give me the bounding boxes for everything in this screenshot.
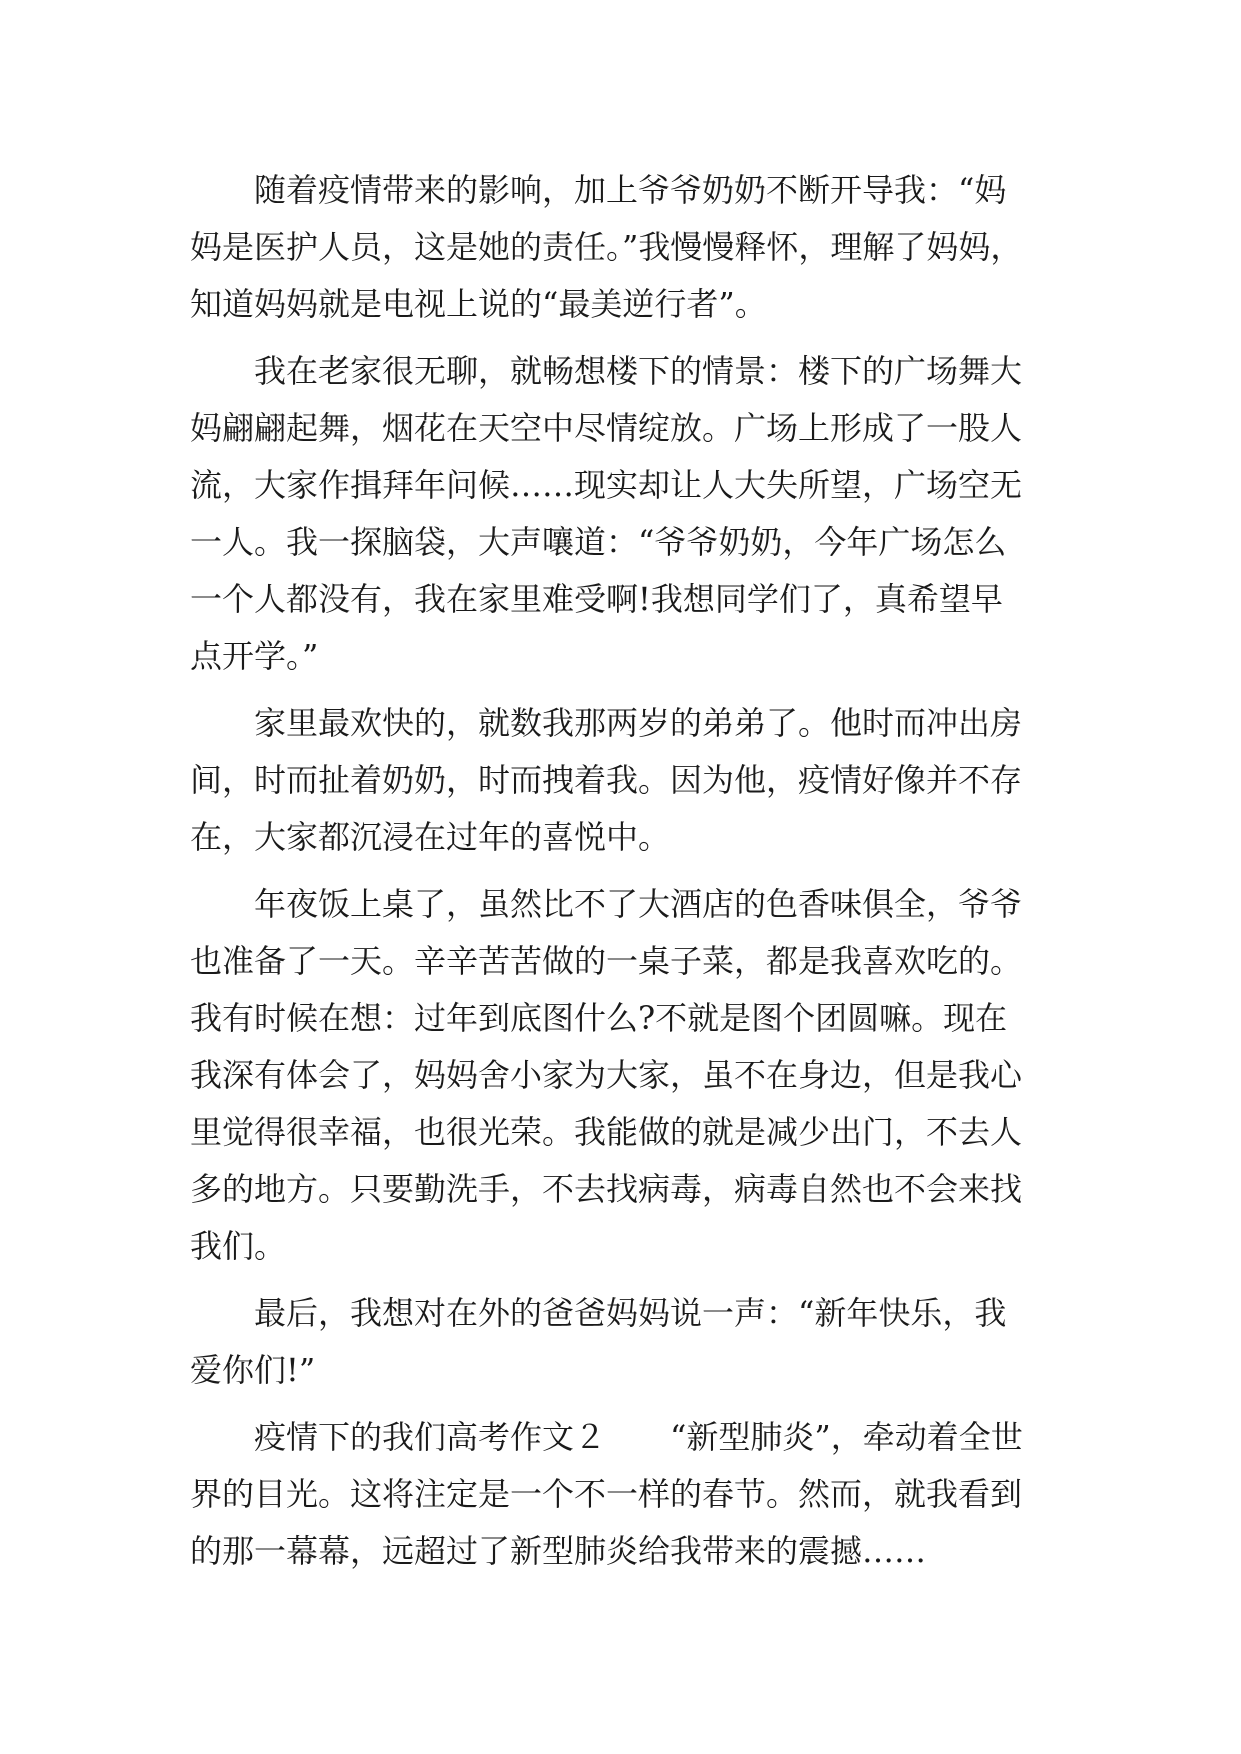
text-line: 爱你们!” — [190, 1351, 316, 1389]
text-line: 也准备了一天。辛辛苦苦做的一桌子菜，都是我喜欢吃的。 — [190, 942, 1023, 980]
text-line: 我有时候在想：过年到底图什么?不就是图个团圆嘛。现在 — [190, 999, 1008, 1037]
text-line: 随着疫情带来的影响，加上爷爷奶奶不断开导我：“妈 — [190, 171, 1007, 209]
text-line: 知道妈妈就是电视上说的“最美逆行者”。 — [190, 285, 767, 323]
text-line: 我们。 — [190, 1227, 287, 1265]
text-line: 间，时而扯着奶奶，时而拽着我。因为他，疫情好像并不存 — [190, 761, 1023, 799]
text-line: 妈翩翩起舞，烟花在天空中尽情绽放。广场上形成了一股人 — [190, 409, 1023, 447]
text-line: 界的目光。这将注定是一个不一样的春节。然而，就我看到 — [190, 1475, 1023, 1513]
text-line: 一个人都没有，我在家里难受啊!我想同学们了，真希望早 — [190, 580, 1003, 618]
text-line: 一人。我一探脑袋，大声嚷道：“爷爷奶奶，今年广场怎么 — [190, 523, 1007, 561]
text-line: 最后，我想对在外的爸爸妈妈说一声：“新年快乐，我 — [190, 1294, 1007, 1332]
text-line: 在，大家都沉浸在过年的喜悦中。 — [190, 818, 671, 856]
text-line: 点开学。” — [190, 637, 319, 675]
text-line: 妈是医护人员，这是她的责任。”我慢慢释怀，理解了妈妈， — [190, 228, 1023, 266]
essay-body — [190, 162, 1070, 1580]
text-line: 家里最欢快的，就数我那两岁的弟弟了。他时而冲出房 — [190, 704, 1023, 742]
text-line: 流，大家作揖拜年问候……现实却让人大失所望，广场空无 — [190, 466, 1023, 504]
text-line: 里觉得很幸福，也很光荣。我能做的就是减少出门，不去人 — [190, 1113, 1023, 1151]
text-line: 的那一幕幕，远超过了新型肺炎给我带来的震撼…… — [190, 1532, 927, 1570]
text-line: 多的地方。只要勤洗手，不去找病毒，病毒自然也不会来找 — [190, 1170, 1023, 1208]
text-line: 我在老家很无聊，就畅想楼下的情景：楼下的广场舞大 — [190, 352, 1023, 390]
text-line: 年夜饭上桌了，虽然比不了大酒店的色香味俱全，爷爷 — [190, 885, 1023, 923]
text-line: 我深有体会了，妈妈舍小家为大家，虽不在身边，但是我心 — [190, 1056, 1023, 1094]
text-line: 疫情下的我们高考作文２ “新型肺炎”，牵动着全世 — [190, 1418, 1023, 1456]
